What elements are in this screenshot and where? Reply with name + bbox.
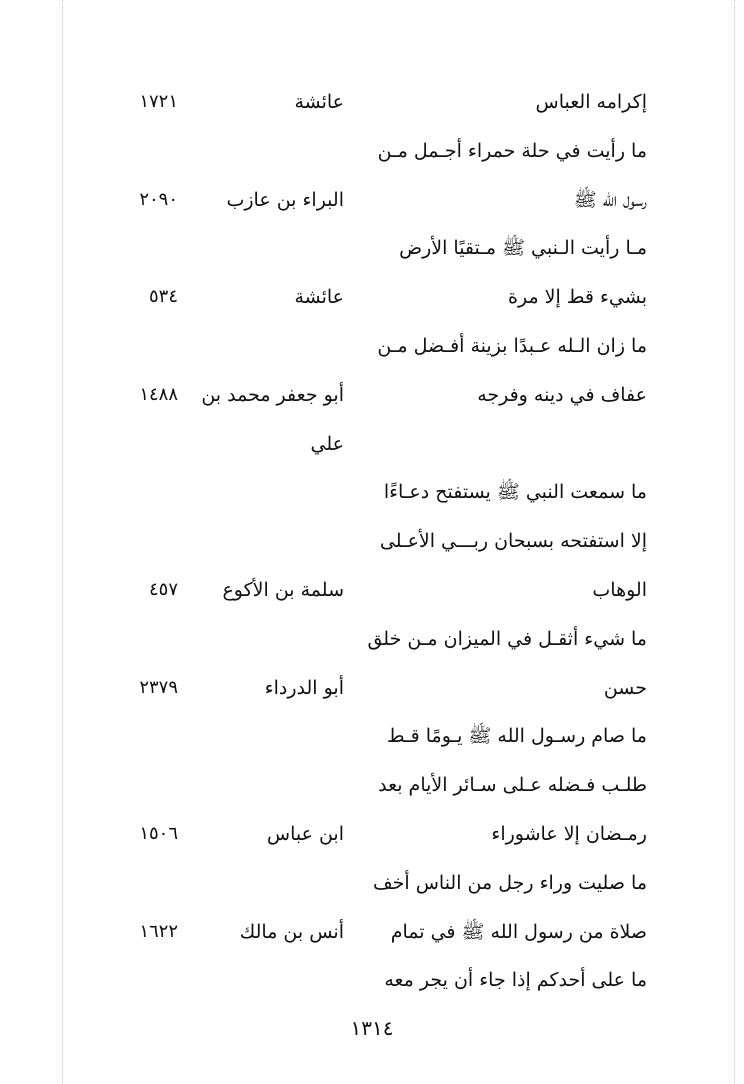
narrator-name: البراء بن عازب [226, 188, 344, 211]
hadith-text: حسن [603, 676, 647, 699]
hadith-text: بشيء قط إلا مرة [508, 286, 647, 309]
hadith-number: ٤٥٧ [148, 579, 178, 600]
hadith-text: طلـب فـضله عـلى سـائر الأيام بعد [378, 774, 647, 797]
index-line [0, 863, 744, 903]
hadith-text: ما شيء أثقـل في الميزان مـن خلق [367, 627, 647, 650]
hadith-number: ١٦٢٢ [139, 920, 178, 942]
index-line [0, 228, 744, 268]
narrator-name: أبو الدرداء [264, 676, 344, 699]
hadith-text: ما صام رسـول الله ﷺ يـومًا قـط [387, 725, 647, 748]
hadith-number: ١٤٨٨ [139, 383, 178, 405]
hadith-number: ٢٣٧٩ [139, 676, 178, 698]
index-line [0, 472, 744, 512]
hadith-number: ٢٠٩٠ [139, 188, 178, 210]
hadith-text: عفاف في دينه وفرجه [477, 383, 647, 406]
hadith-text: الوهاب [592, 579, 647, 601]
hadith-text: ما رأيت في حلة حمراء أجـمل مـن [377, 139, 647, 162]
index-line [0, 375, 744, 415]
hadith-text: ما سمعت النبي ﷺ يستفتح دعـاءًا [383, 481, 647, 504]
narrator-name: أنس بن مالك [239, 920, 344, 943]
index-line [0, 277, 744, 317]
index-line [0, 912, 744, 952]
hadith-number: ٥٣٤ [148, 286, 178, 308]
index-line [0, 668, 744, 708]
index-line [0, 424, 744, 464]
narrator-name: أبو جعفر محمد بن [201, 383, 344, 406]
hadith-text: إلا استفتحه بسبحان ربـــي الأعـلى [379, 530, 647, 553]
hadith-text: مـا رأيت الـنبي ﷺ مـتقيًا الأرض [399, 237, 647, 260]
hadith-text: ما زان الـله عـبدًا بزينة أفـضل مـن [377, 335, 647, 357]
hadith-text: إكرامه العباس [535, 91, 647, 113]
index-line [0, 765, 744, 805]
narrator-name: ابن عباس [266, 823, 344, 845]
index-line [0, 82, 744, 122]
index-line [0, 570, 744, 610]
index-line [0, 814, 744, 854]
hadith-text: صلاة من رسول الله ﷺ في تمام [390, 920, 647, 943]
index-line [0, 960, 744, 1000]
page-number: ١٣١٤ [350, 1016, 394, 1040]
hadith-text: رمـضان إلا عاشوراء [491, 823, 647, 845]
hadith-text: ما صليت وراء رجل من الناس أخف [372, 871, 647, 894]
narrator-name: علي [310, 432, 344, 455]
hadith-number: ١٧٢١ [139, 91, 178, 112]
index-line [0, 131, 744, 171]
narrator-name: سلمة بن الأكوع [222, 579, 344, 601]
index-line [0, 521, 744, 561]
narrator-name: عائشة [294, 286, 344, 309]
hadith-text: ما على أحدكم إذا جاء أن يجر معه [384, 969, 647, 992]
index-line [0, 180, 744, 220]
index-line [0, 619, 744, 659]
index-line [0, 326, 744, 366]
index-line [0, 716, 744, 756]
hadith-text: رسول الله ﷺ [573, 188, 647, 211]
hadith-number: ١٥٠٦ [139, 823, 178, 844]
narrator-name: عائشة [294, 91, 344, 113]
